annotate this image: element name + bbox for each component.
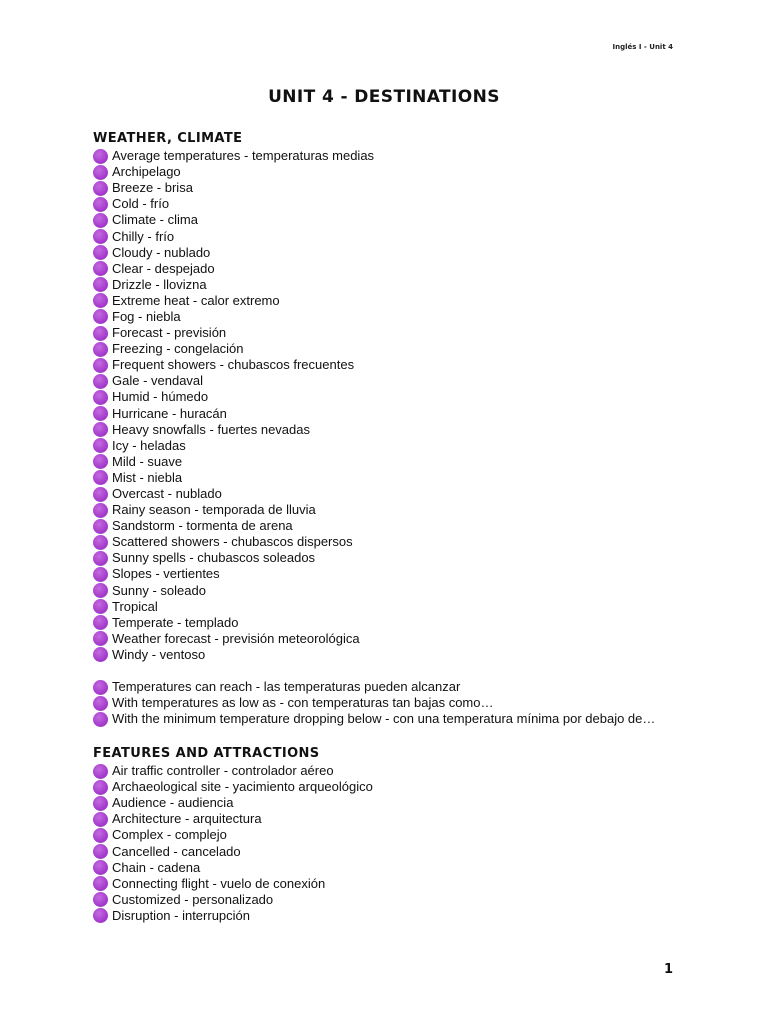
list-item bbox=[93, 373, 693, 389]
weather-phrases-list bbox=[93, 679, 693, 727]
vocab-entry: Mild - suave bbox=[112, 453, 183, 469]
page-number: 1 bbox=[663, 962, 673, 977]
vocab-entry: Tropical bbox=[112, 598, 158, 614]
vocab-entry: Temperate - templado bbox=[112, 614, 239, 630]
bullet-dot-icon bbox=[93, 647, 108, 662]
list-item bbox=[93, 293, 693, 309]
bullet-dot-icon bbox=[93, 149, 108, 164]
bullet-dot-icon bbox=[93, 438, 108, 453]
list-item bbox=[93, 325, 693, 341]
bullet-dot-icon bbox=[93, 551, 108, 566]
bullet-dot-icon bbox=[93, 860, 108, 875]
bullet-dot-icon bbox=[93, 796, 108, 811]
list-item bbox=[93, 341, 693, 357]
bullet-dot-icon bbox=[93, 844, 108, 859]
list-item bbox=[93, 212, 693, 228]
bullet-dot-icon bbox=[93, 567, 108, 582]
bullet-dot-icon bbox=[93, 309, 108, 324]
vocab-entry: Chilly - frío bbox=[112, 228, 175, 244]
list-item bbox=[93, 389, 693, 405]
features-section bbox=[93, 745, 693, 924]
bullet-dot-icon bbox=[93, 181, 108, 196]
vocab-entry: Cloudy - nublado bbox=[112, 244, 211, 260]
bullet-dot-icon bbox=[93, 631, 108, 646]
bullet-dot-icon bbox=[93, 245, 108, 260]
bullet-dot-icon bbox=[93, 342, 108, 357]
page-title: UNIT 4 - DESTINATIONS bbox=[268, 87, 500, 107]
bullet-dot-icon bbox=[93, 892, 108, 907]
bullet-dot-icon bbox=[93, 764, 108, 779]
list-item bbox=[93, 843, 693, 859]
vocab-entry: Windy - ventoso bbox=[112, 646, 206, 662]
list-item bbox=[93, 583, 693, 599]
list-item bbox=[93, 357, 693, 373]
vocab-entry: Air traffic controller - controlador aéreo bbox=[112, 763, 334, 779]
bullet-dot-icon bbox=[93, 261, 108, 276]
list-item bbox=[93, 811, 693, 827]
list-item bbox=[93, 534, 693, 550]
bullet-dot-icon bbox=[93, 696, 108, 711]
vocab-entry: Sunny spells - chubascos soleados bbox=[112, 550, 316, 566]
list-spacer bbox=[93, 663, 693, 679]
bullet-dot-icon bbox=[93, 503, 108, 518]
vocab-entry: Gale - vendaval bbox=[112, 373, 204, 389]
section-heading-features: FEATURES AND ATTRACTIONS bbox=[93, 746, 320, 761]
list-item bbox=[93, 695, 693, 711]
vocab-entry: With temperatures as low as - con temperaturas tan bajas como… bbox=[112, 695, 494, 711]
vocab-entry: Clear - despejado bbox=[112, 260, 215, 276]
vocab-entry: Mist - niebla bbox=[112, 469, 183, 485]
vocab-entry: Complex - complejo bbox=[112, 827, 227, 843]
vocab-entry: Breeze - brisa bbox=[112, 180, 193, 196]
list-item bbox=[93, 550, 693, 566]
bullet-dot-icon bbox=[93, 358, 108, 373]
bullet-dot-icon bbox=[93, 908, 108, 923]
vocab-entry: Weather forecast - previsión meteorológica bbox=[112, 630, 360, 646]
bullet-dot-icon bbox=[93, 876, 108, 891]
section-heading-weather: WEATHER, CLIMATE bbox=[93, 131, 243, 146]
vocab-entry: Hurricane - huracán bbox=[112, 405, 227, 421]
vocab-entry: Climate - clima bbox=[112, 212, 198, 228]
vocab-entry: Icy - heladas bbox=[112, 437, 186, 453]
vocab-entry: Rainy season - temporada de lluvia bbox=[112, 502, 316, 518]
running-header: Inglés I - Unit 4 bbox=[612, 43, 673, 51]
vocab-entry: Frequent showers - chubascos frecuentes bbox=[112, 357, 355, 373]
list-item bbox=[93, 892, 693, 908]
list-item bbox=[93, 486, 693, 502]
list-item bbox=[93, 615, 693, 631]
vocab-entry: Customized - personalizado bbox=[112, 891, 274, 907]
vocab-entry: Overcast - nublado bbox=[112, 486, 222, 502]
vocab-entry: Connecting flight - vuelo de conexión bbox=[112, 875, 326, 891]
vocab-entry: Sandstorm - tormenta de arena bbox=[112, 518, 293, 534]
list-item bbox=[93, 763, 693, 779]
vocab-entry: Cancelled - cancelado bbox=[112, 843, 241, 859]
list-item bbox=[93, 566, 693, 582]
list-item bbox=[93, 277, 693, 293]
list-item bbox=[93, 795, 693, 811]
bullet-dot-icon bbox=[93, 390, 108, 405]
list-item bbox=[93, 454, 693, 470]
vocab-entry: Scattered showers - chubascos dispersos bbox=[112, 534, 353, 550]
vocab-entry: Architecture - arquitectura bbox=[112, 811, 262, 827]
weather-vocab-list bbox=[93, 148, 693, 663]
vocab-entry: Drizzle - llovizna bbox=[112, 276, 207, 292]
list-item bbox=[93, 518, 693, 534]
list-item bbox=[93, 422, 693, 438]
list-item bbox=[93, 261, 693, 277]
vocab-entry: Slopes - vertientes bbox=[112, 566, 220, 582]
vocab-entry: Fog - niebla bbox=[112, 308, 181, 324]
bullet-dot-icon bbox=[93, 165, 108, 180]
bullet-dot-icon bbox=[93, 615, 108, 630]
vocab-entry: Freezing - congelación bbox=[112, 341, 244, 357]
list-item bbox=[93, 647, 693, 663]
list-item bbox=[93, 406, 693, 422]
bullet-dot-icon bbox=[93, 519, 108, 534]
bullet-dot-icon bbox=[93, 406, 108, 421]
vocab-entry: Extreme heat - calor extremo bbox=[112, 292, 280, 308]
bullet-dot-icon bbox=[93, 828, 108, 843]
bullet-dot-icon bbox=[93, 213, 108, 228]
vocab-entry: Humid - húmedo bbox=[112, 389, 209, 405]
list-item bbox=[93, 470, 693, 486]
bullet-dot-icon bbox=[93, 812, 108, 827]
list-item bbox=[93, 876, 693, 892]
list-item bbox=[93, 711, 693, 727]
bullet-dot-icon bbox=[93, 197, 108, 212]
list-item bbox=[93, 679, 693, 695]
bullet-dot-icon bbox=[93, 277, 108, 292]
vocab-entry: Average temperatures - temperaturas medias bbox=[112, 148, 375, 164]
bullet-dot-icon bbox=[93, 780, 108, 795]
vocab-entry: Forecast - previsión bbox=[112, 325, 227, 341]
bullet-dot-icon bbox=[93, 583, 108, 598]
vocab-entry: Heavy snowfalls - fuertes nevadas bbox=[112, 421, 310, 437]
list-item bbox=[93, 599, 693, 615]
features-vocab-list bbox=[93, 763, 693, 924]
list-item bbox=[93, 860, 693, 876]
vocab-entry: Archaeological site - yacimiento arqueológico bbox=[112, 779, 373, 795]
vocab-entry: Cold - frío bbox=[112, 196, 170, 212]
bullet-dot-icon bbox=[93, 470, 108, 485]
bullet-dot-icon bbox=[93, 680, 108, 695]
bullet-dot-icon bbox=[93, 712, 108, 727]
list-item bbox=[93, 164, 693, 180]
bullet-dot-icon bbox=[93, 229, 108, 244]
list-item bbox=[93, 502, 693, 518]
list-item bbox=[93, 148, 693, 164]
list-item bbox=[93, 245, 693, 261]
vocab-entry: Sunny - soleado bbox=[112, 582, 206, 598]
list-item bbox=[93, 228, 693, 244]
vocab-entry: With the minimum temperature dropping below - con una temperatura mínima por debajo de… bbox=[112, 711, 656, 727]
bullet-dot-icon bbox=[93, 487, 108, 502]
bullet-dot-icon bbox=[93, 454, 108, 469]
list-item bbox=[93, 779, 693, 795]
list-item bbox=[93, 309, 693, 325]
list-item bbox=[93, 827, 693, 843]
vocab-entry: Audience - audiencia bbox=[112, 795, 234, 811]
bullet-dot-icon bbox=[93, 293, 108, 308]
vocab-entry: Temperatures can reach - las temperaturas pueden alcanzar bbox=[112, 679, 461, 695]
vocab-entry: Disruption - interrupción bbox=[112, 907, 251, 923]
list-item bbox=[93, 196, 693, 212]
weather-section bbox=[93, 130, 693, 727]
list-item bbox=[93, 631, 693, 647]
vocab-entry: Archipelago bbox=[112, 164, 181, 180]
bullet-dot-icon bbox=[93, 535, 108, 550]
list-item bbox=[93, 180, 693, 196]
vocab-entry: Chain - cadena bbox=[112, 859, 201, 875]
bullet-dot-icon bbox=[93, 599, 108, 614]
bullet-dot-icon bbox=[93, 422, 108, 437]
list-item bbox=[93, 908, 693, 924]
list-item bbox=[93, 438, 693, 454]
bullet-dot-icon bbox=[93, 374, 108, 389]
bullet-dot-icon bbox=[93, 326, 108, 341]
